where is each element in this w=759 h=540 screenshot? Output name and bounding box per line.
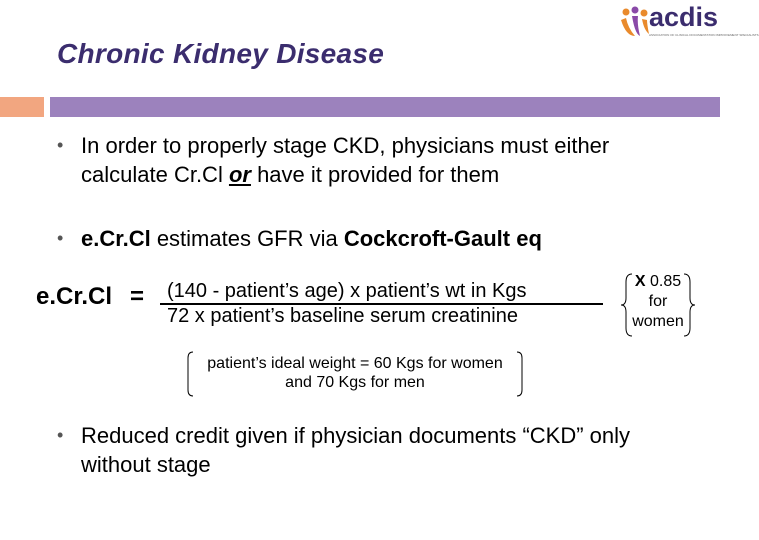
factor-text: X 0.85 for women xyxy=(632,273,684,330)
bullet-dot-icon: • xyxy=(57,135,64,155)
bullet-dot-icon: • xyxy=(57,425,64,445)
equation-label: e.Cr.Cl xyxy=(36,283,113,310)
people-icon xyxy=(618,6,652,40)
accent-bar-orange xyxy=(0,97,44,117)
equation-numerator: (140 - patient’s age) x patient’s wt in Kgs xyxy=(167,280,527,302)
note-text: patient’s ideal weight = 60 Kgs for women and 70 Kgs for men xyxy=(207,355,503,391)
bullet-text: e.Cr.Cl estimates GFR via Cockcroft-Gault eq xyxy=(81,226,542,251)
ideal-weight-note xyxy=(185,350,525,398)
bullet-text: In order to properly stage CKD, physicians must either calculate Cr.Cl or have it provided for them xyxy=(81,133,610,187)
logo-wordmark: acdis xyxy=(649,2,719,32)
slide-title: Chronic Kidney Disease xyxy=(57,38,385,69)
female-factor xyxy=(620,272,696,338)
equation-denominator: 72 x patient’s baseline serum creatinine xyxy=(167,305,518,327)
bullet-text: Reduced credit given if physician documents “CKD” only without stage xyxy=(81,423,631,477)
accent-bar-purple xyxy=(50,97,720,117)
logo-tagline: ASSOCIATION OF CLINICAL DOCUMENTATION IMPROVEMENT SPECIALISTS xyxy=(649,33,759,37)
bullet-dot-icon: • xyxy=(57,228,64,248)
acdis-logo xyxy=(618,2,759,44)
equation-equals: = xyxy=(130,283,145,310)
